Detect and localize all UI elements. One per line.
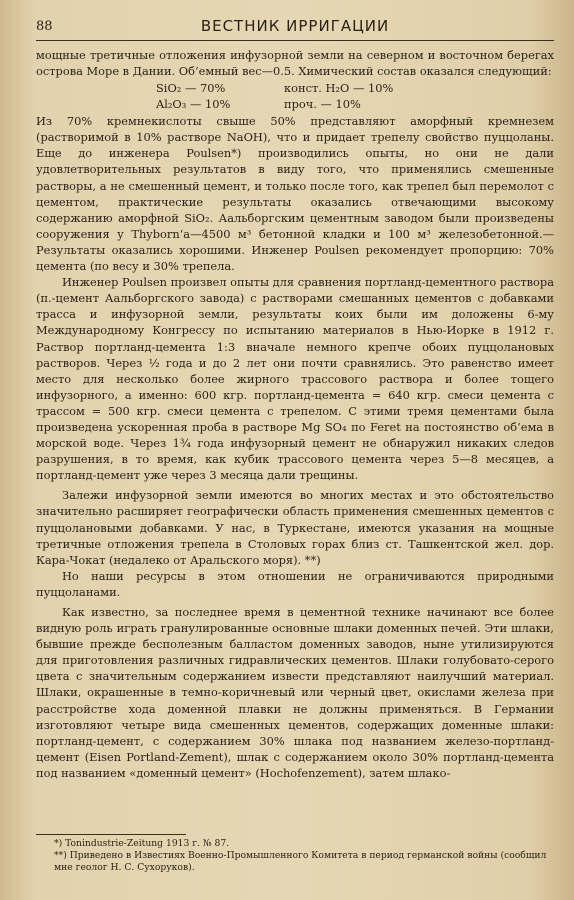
footnotes [36, 834, 554, 874]
article-body [36, 47, 554, 781]
footnote-1: *) Tonindustrie-Zeitung 1913 г. № 87. [54, 838, 230, 849]
paragraph-resources: Но наши ресурсы в этом отношении не ограничиваются природными пуццоланами. [36, 568, 554, 599]
composition-al2o3: Al₂O₃ — 10% [156, 97, 231, 112]
composition-sio2: SiO₂ — 70% [156, 81, 226, 96]
footnote-divider [36, 834, 186, 835]
paragraph-deposits: Залежи инфузорной земли имеются во многих местах и это обстоятельство значительно расширяет географически область применения смешенных цементов с пуццолановыми добавками. У нас, в Туркестане, имеются указания на мощные третичные отложения трепела в Столовых горах близ ст. Ташкентской жел. дор. Кара-Чокат (недалеко от Аральского моря). **) [36, 488, 554, 567]
paragraph-slags: Как известно, за последнее время в цементной технике начинают все более видную роль играть гранулированные основные шлаки доменных печей. Эти шлаки, бывшие прежде бесполезным балластом доменных заводов, ныне утилизируются для приготовления различных гидравлических цементов. Шлаки голубовато-серого цвета с значительным содержанием извести представляют наилучший материал. Шлаки, окрашенные в темно-коричневый или черный цвет, окислами железа при расстройстве хода доменной плавки не должны применяться. В Германии изготовляют четыре вида смешенных цементов, содержащих доменные шлаки: портланд-цемент, с содержанием 30% шлака под названием железо-портланд-цемент (Eisen Portland-Zement), шлак с содержанием около 30% портланд-цемента под названием «доменный цемент» (Hochofenzement), затем шлако- [36, 605, 554, 780]
composition-h2o: конст. H₂O — 10% [284, 81, 394, 96]
journal-title: ВЕСТНИК ИРРИГАЦИИ [200, 17, 390, 35]
chemical-composition [156, 80, 554, 112]
paragraph-poulsen-experiments: Инженер Poulsen произвел опыты для сравнения портланд-цементного раствора (п.-цемент Аальборгского завода) с растворами смешанных цементов с добавками трасса и инфузорной земли, результаты коих были им доложены 6-му Международному Конгрессу по испытанию материалов в Нью-Иорке в 1912 г. Раствор портланд-цемента 1:3 вначале немного крепче обоих пуццолановых растворов. Через ½ года и до 2 лет они почти сравнялись. Это равенство имеет место для несколько более жирного трассового раствора и более тощего инфузорного, а именно: 600 кгр. портланд-цемента = 640 кгр. смеси цемента с трассом = 500 кгр. смеси цемента с трепелом. С этими тремя цементами была произведена ускоренная проба в растворе Mg SO₄ по Feret на постоянство об‘ема в морской воде. Через 1¾ года инфузорный цемент не обнаружил никаких следов разрушения, в то время, как кубик трассового цемента через 5—8 месяцев, а портланд-цемент уже через 3 месяца дали трещины. [36, 275, 554, 483]
intro-paragraph: мощные третичные отложения инфузорной земли на северном и восточном берегах острова Море в Дании. Об‘емный вес—0.5. Химический состав оказался следующий: [36, 48, 554, 79]
page-number: 88 [36, 19, 53, 34]
page-header [36, 16, 554, 41]
paragraph-silica: Из 70% кремнекислоты свыше 50% представляют аморфный кремнезем (растворимой в 10% растворе NaOH), что и придает трепелу свойство пуццоланы. Еще до инженера Poulsen*) производились опыты, но они не дали удовлетворительных результатов в виду того, что применялись смешенные растворы, а не смешенный цемент, и только после того, как трепел был перемолот с цементом, практические результаты оказались отвечающими высокому содержанию аморфной SiO₂. Аальборгским цементным заводом были произведены сооружения у Thyborn‘a—4500 м³ бетонной кладки и 100 м³ железобетонной.—Результаты оказались хорошими. Инженер Poulsen рекомендует пропорцию: 70% цемента (по весу и 30% трепела. [36, 114, 554, 274]
composition-other: проч. — 10% [284, 97, 361, 112]
footnote-2: **) Приведено в Известиях Военно-Промышленного Комитета в период германской войны (сообщил мне геолог Н. С. Сухоруков). [54, 850, 547, 873]
